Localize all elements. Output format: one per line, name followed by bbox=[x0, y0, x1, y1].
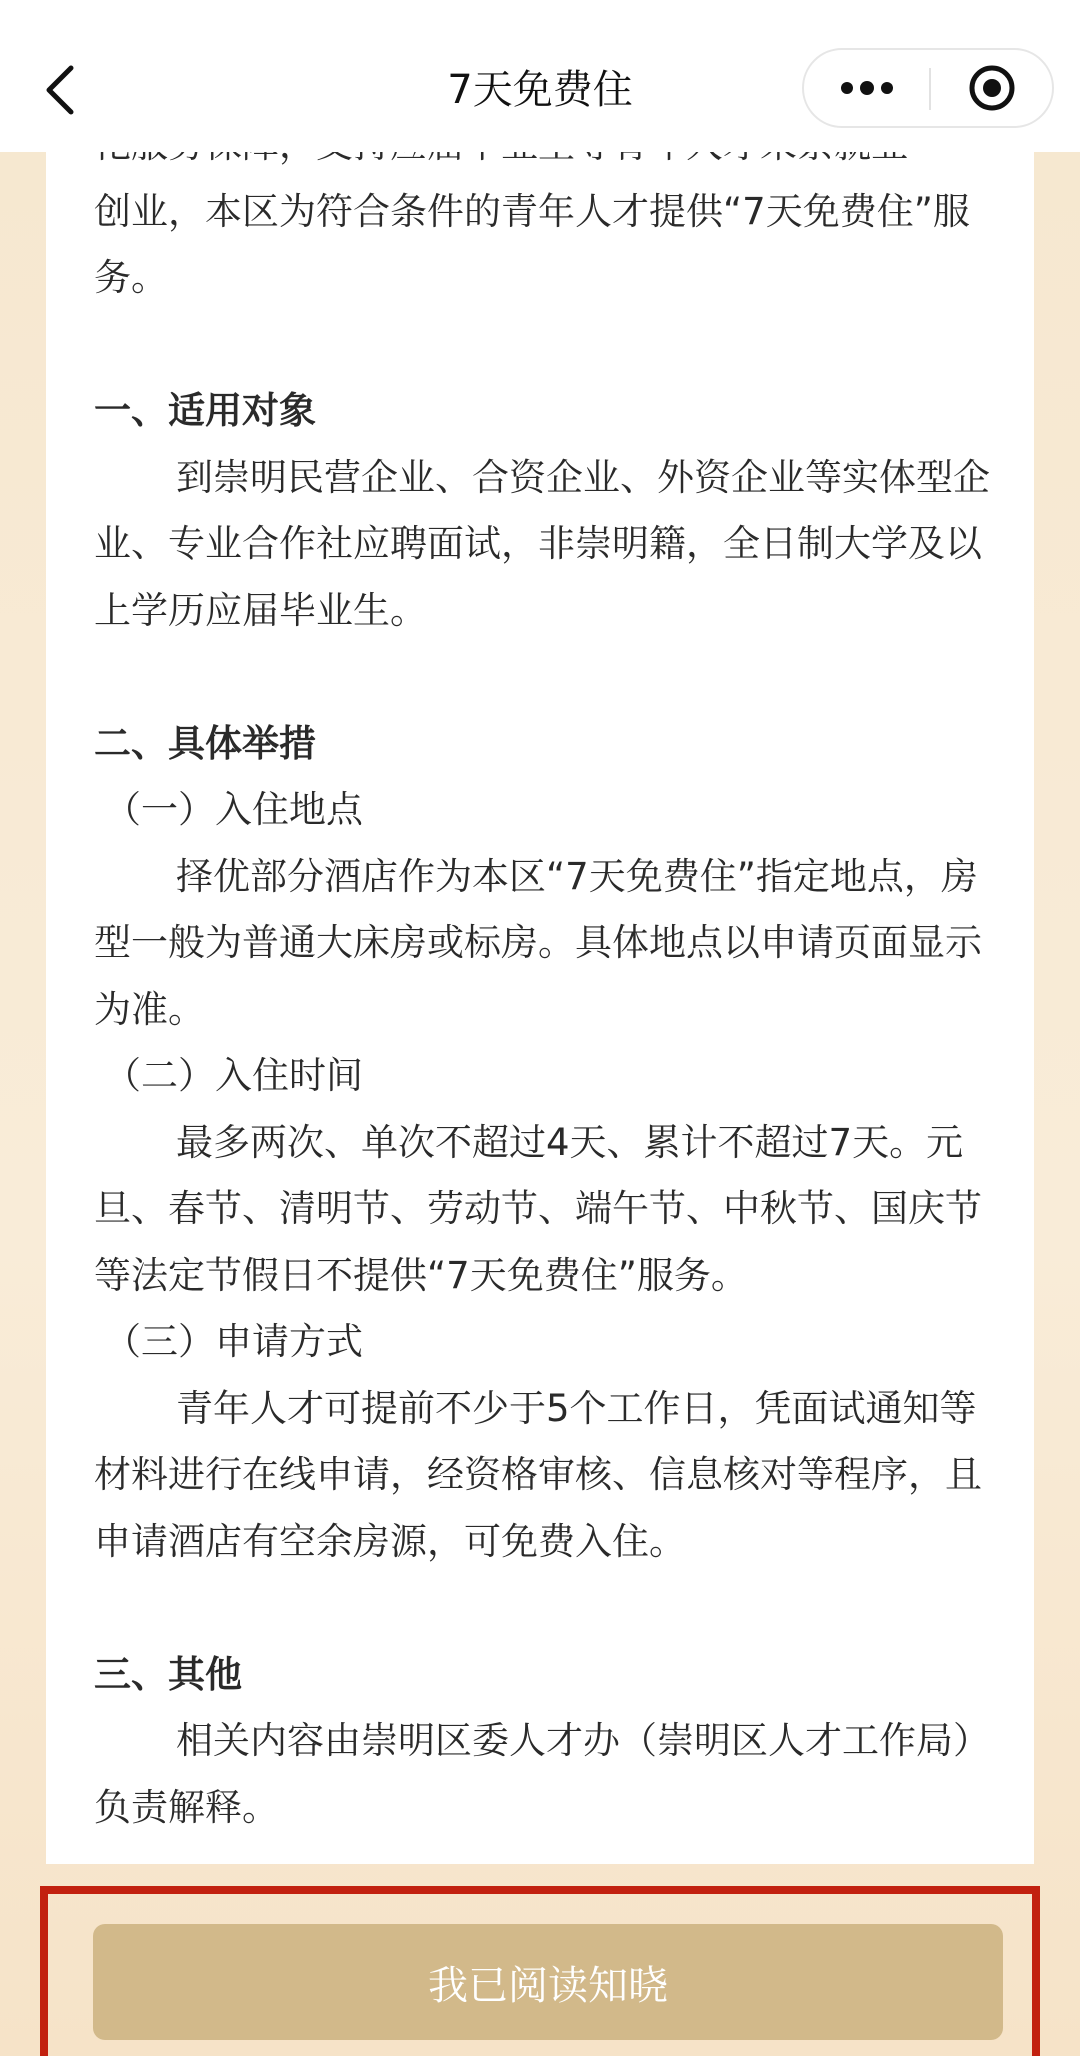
section-1-title: 一、适用对象 bbox=[94, 389, 316, 432]
section-2-title: 二、具体举措 bbox=[94, 721, 316, 765]
more-dots-icon bbox=[837, 78, 897, 98]
section-3-title: 三、其他 bbox=[94, 1652, 242, 1696]
acknowledge-button[interactable]: 我已阅读知晓 bbox=[93, 1924, 1003, 2040]
notice-content[interactable] bbox=[46, 152, 1034, 1864]
section-2-1-body: 择优部分酒店作为本区“7天免费住”指定地点，房型一般为普通大床房或标房。具体地点以申请页面显示为准。 bbox=[94, 854, 982, 1031]
section-3-body: 相关内容由崇明区委人才办（崇明区人才工作局）负责解释。 bbox=[94, 1719, 990, 1829]
nav-bar bbox=[0, 0, 1080, 152]
mini-program-capsule bbox=[802, 48, 1054, 128]
close-mini-program-button[interactable] bbox=[931, 50, 1052, 126]
intro-text: 创业，本区为符合条件的青年人才提供“7天免费住”服务。 bbox=[94, 189, 970, 299]
section-2-3-title: （三）申请方式 bbox=[104, 1320, 363, 1363]
section-2-1-title: （一）入住地点 bbox=[104, 788, 363, 831]
confirm-highlight-box bbox=[40, 1886, 1040, 2056]
section-2-2-title: （二）入住时间 bbox=[104, 1054, 363, 1097]
section-1-body: 到崇明民营企业、合资企业、外资企业等实体型企业、专业合作社应聘面试，非崇明籍，全日制大学及以上学历应届毕业生。 bbox=[94, 455, 990, 632]
record-target-icon bbox=[967, 63, 1017, 113]
notice-text bbox=[94, 112, 994, 1841]
section-2-2-body: 最多两次、单次不超过4天、累计不超过7天。元旦、春节、清明节、劳动节、端午节、中秋节、国庆节等法定节假日不提供“7天免费住”服务。 bbox=[94, 1120, 982, 1297]
more-button[interactable] bbox=[804, 50, 929, 126]
page-title: 7天免费住 bbox=[447, 67, 633, 113]
section-2-3-body: 青年人才可提前不少于5个工作日，凭面试通知等材料进行在线申请，经资格审核、信息核对等程序，且申请酒店有空余房源，可免费入住。 bbox=[94, 1386, 982, 1563]
